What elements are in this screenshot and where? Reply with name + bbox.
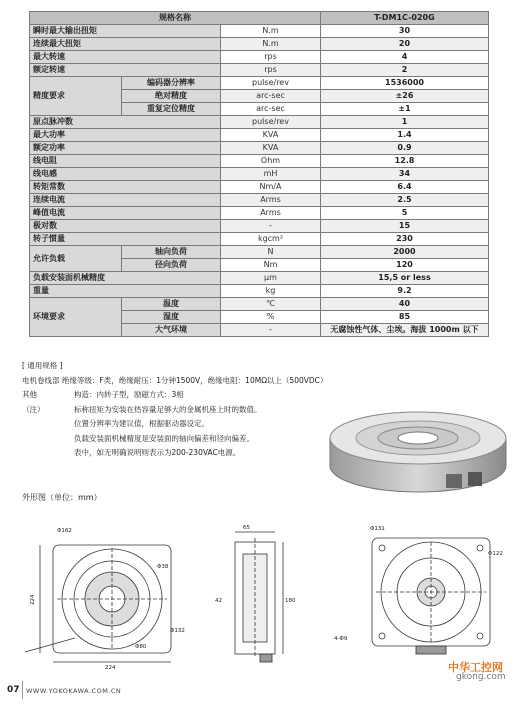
spec-unit: Nm/A — [221, 181, 321, 194]
spec-value: ±26 — [321, 90, 489, 103]
spec-value: 1536000 — [321, 77, 489, 90]
dim-4-phi9: 4-Φ9 — [334, 636, 348, 642]
spec-unit: rps — [221, 51, 321, 64]
spec-sublabel: 轴向负荷 — [122, 246, 221, 259]
spec-label: 负载安装面机械精度 — [30, 272, 221, 285]
spec-label: 线电阻 — [30, 155, 221, 168]
dim-phi131: Φ131 — [370, 526, 385, 532]
spec-value: ±1 — [321, 103, 489, 116]
dim-phi38: Φ38 — [157, 564, 169, 570]
spec-label: 精度要求 — [30, 77, 122, 116]
spec-value: 30 — [321, 25, 489, 38]
dim-65: 65 — [243, 525, 250, 531]
note-line-3: 负载安装面机械精度是安装面的轴向偏差和径向偏差。 — [74, 433, 254, 443]
spec-value: 2.5 — [321, 194, 489, 207]
spec-row — [30, 194, 489, 207]
spec-row — [30, 285, 489, 298]
construction-note: 构造：内转子型，励磁方式：3相 — [74, 390, 184, 399]
spec-label: 线电感 — [30, 168, 221, 181]
spec-unit: pulse/rev — [221, 116, 321, 129]
spec-unit: kg — [221, 285, 321, 298]
insulation-note: 电机卷线部 绝缘等级：F类，绝缘耐压：1分钟1500V，绝缘电阻：10MΩ以上（500VDC） — [22, 375, 328, 385]
spec-value: 230 — [321, 233, 489, 246]
dim-phi80: Φ80 — [135, 644, 147, 650]
spec-unit: KVA — [221, 129, 321, 142]
note-line-4: 表中，如无明确说明则表示为200-230VAC电源。 — [74, 448, 241, 457]
spec-row — [30, 25, 489, 38]
spec-value: 0.9 — [321, 142, 489, 155]
spec-sublabel: 温度 — [122, 298, 221, 311]
footer-url: WWW.YOKOKAWA.COM.CN — [26, 687, 122, 695]
spec-table — [29, 11, 489, 337]
spec-value: 85 — [321, 311, 489, 324]
spec-unit: N.m — [221, 25, 321, 38]
note-line-1: 标称扭矩为安装在热容量足够大的金属机座上时的数值。 — [74, 404, 262, 414]
spec-label: 连续电流 — [30, 194, 221, 207]
dim-224-horizontal: 224 — [105, 665, 116, 670]
spec-sublabel: 绝对精度 — [122, 90, 221, 103]
spec-label: 转矩常数 — [30, 181, 221, 194]
spec-row — [30, 168, 489, 181]
spec-row — [30, 272, 489, 285]
spec-unit: kgcm² — [221, 233, 321, 246]
spec-value: 120 — [321, 259, 489, 272]
spec-value: 1.4 — [321, 129, 489, 142]
outline-drawing-title: 外形图（单位：mm） — [22, 493, 102, 502]
spec-label: 瞬时最大输出扭矩 — [30, 25, 221, 38]
spec-unit: N — [221, 246, 321, 259]
dim-phi132: Φ132 — [170, 628, 185, 634]
spec-row — [30, 233, 489, 246]
spec-value: 12.8 — [321, 155, 489, 168]
spec-unit: arc-sec — [221, 90, 321, 103]
spec-value: 15,5 or less — [321, 272, 489, 285]
spec-row — [30, 64, 489, 77]
spec-row — [30, 129, 489, 142]
dim-180: 180 — [285, 598, 296, 604]
spec-row — [30, 77, 489, 90]
spec-unit: rps — [221, 64, 321, 77]
page-number: 07 — [7, 685, 20, 695]
spec-label: 峰值电流 — [30, 207, 221, 220]
spec-unit: - — [221, 324, 321, 337]
spec-unit: pulse/rev — [221, 77, 321, 90]
spec-label: 最大功率 — [30, 129, 221, 142]
spec-row — [30, 51, 489, 64]
spec-unit: Arms — [221, 207, 321, 220]
spec-value: 20 — [321, 38, 489, 51]
spec-label: 环境要求 — [30, 298, 122, 337]
spec-row — [30, 38, 489, 51]
spec-sublabel: 编码器分辨率 — [122, 77, 221, 90]
other-tag: 其他 — [22, 390, 37, 399]
motor-product-image — [318, 404, 518, 496]
spec-unit: mH — [221, 168, 321, 181]
spec-value: 5 — [321, 207, 489, 220]
footer-divider — [22, 681, 23, 699]
spec-header-model: T-DM1C-020G — [321, 12, 489, 25]
spec-label: 转子惯量 — [30, 233, 221, 246]
dim-phi162: Φ162 — [57, 528, 72, 534]
spec-unit: N.m — [221, 38, 321, 51]
spec-row — [30, 142, 489, 155]
spec-header-name: 规格名称 — [30, 12, 321, 25]
spec-value: 4 — [321, 51, 489, 64]
spec-unit: Arms — [221, 194, 321, 207]
spec-value: 无腐蚀性气体、尘埃。海拔 1000m 以下 — [321, 324, 489, 337]
spec-value: 1 — [321, 116, 489, 129]
spec-unit: ℃ — [221, 298, 321, 311]
spec-header-row — [30, 12, 489, 25]
dim-42: 42 — [215, 598, 222, 604]
spec-unit: Nm — [221, 259, 321, 272]
spec-row — [30, 116, 489, 129]
spec-unit: % — [221, 311, 321, 324]
spec-label: 原点脉冲数 — [30, 116, 221, 129]
spec-row — [30, 181, 489, 194]
spec-sublabel: 径向负荷 — [122, 259, 221, 272]
spec-row — [30, 155, 489, 168]
spec-sublabel: 湿度 — [122, 311, 221, 324]
spec-unit: Ohm — [221, 155, 321, 168]
spec-value: 2 — [321, 64, 489, 77]
side-view-drawing — [205, 520, 315, 670]
spec-value: 9.2 — [321, 285, 489, 298]
spec-row — [30, 207, 489, 220]
spec-unit: - — [221, 220, 321, 233]
dim-224-vertical: 224 — [30, 594, 36, 605]
spec-row — [30, 246, 489, 259]
spec-sublabel: 重复定位精度 — [122, 103, 221, 116]
spec-value: 15 — [321, 220, 489, 233]
spec-unit: KVA — [221, 142, 321, 155]
spec-value: 40 — [321, 298, 489, 311]
note-tag: （注） — [22, 404, 45, 414]
dim-phi122: Φ122 — [488, 551, 503, 557]
spec-label: 连续最大扭矩 — [30, 38, 221, 51]
spec-unit: arc-sec — [221, 103, 321, 116]
general-spec-notes — [22, 359, 328, 461]
spec-label: 极对数 — [30, 220, 221, 233]
spec-sublabel: 大气环境 — [122, 324, 221, 337]
spec-label: 额定转速 — [30, 64, 221, 77]
spec-unit: μm — [221, 272, 321, 285]
spec-value: 6.4 — [321, 181, 489, 194]
spec-label: 最大转速 — [30, 51, 221, 64]
spec-value: 34 — [321, 168, 489, 181]
spec-label: 额定功率 — [30, 142, 221, 155]
watermark-site: gkong.com — [456, 672, 506, 682]
front-view-drawing — [5, 520, 195, 670]
spec-label: 重量 — [30, 285, 221, 298]
notes-heading: [ 通用规格 ] — [22, 361, 63, 370]
rear-view-drawing — [330, 520, 520, 670]
spec-value: 2000 — [321, 246, 489, 259]
spec-row — [30, 220, 489, 233]
watermark-brand: 中华工控网 — [448, 661, 503, 674]
spec-label: 允许负载 — [30, 246, 122, 272]
spec-row — [30, 298, 489, 311]
note-line-2: 位置分辨率为建议值，根据驱动器设定。 — [74, 419, 209, 428]
